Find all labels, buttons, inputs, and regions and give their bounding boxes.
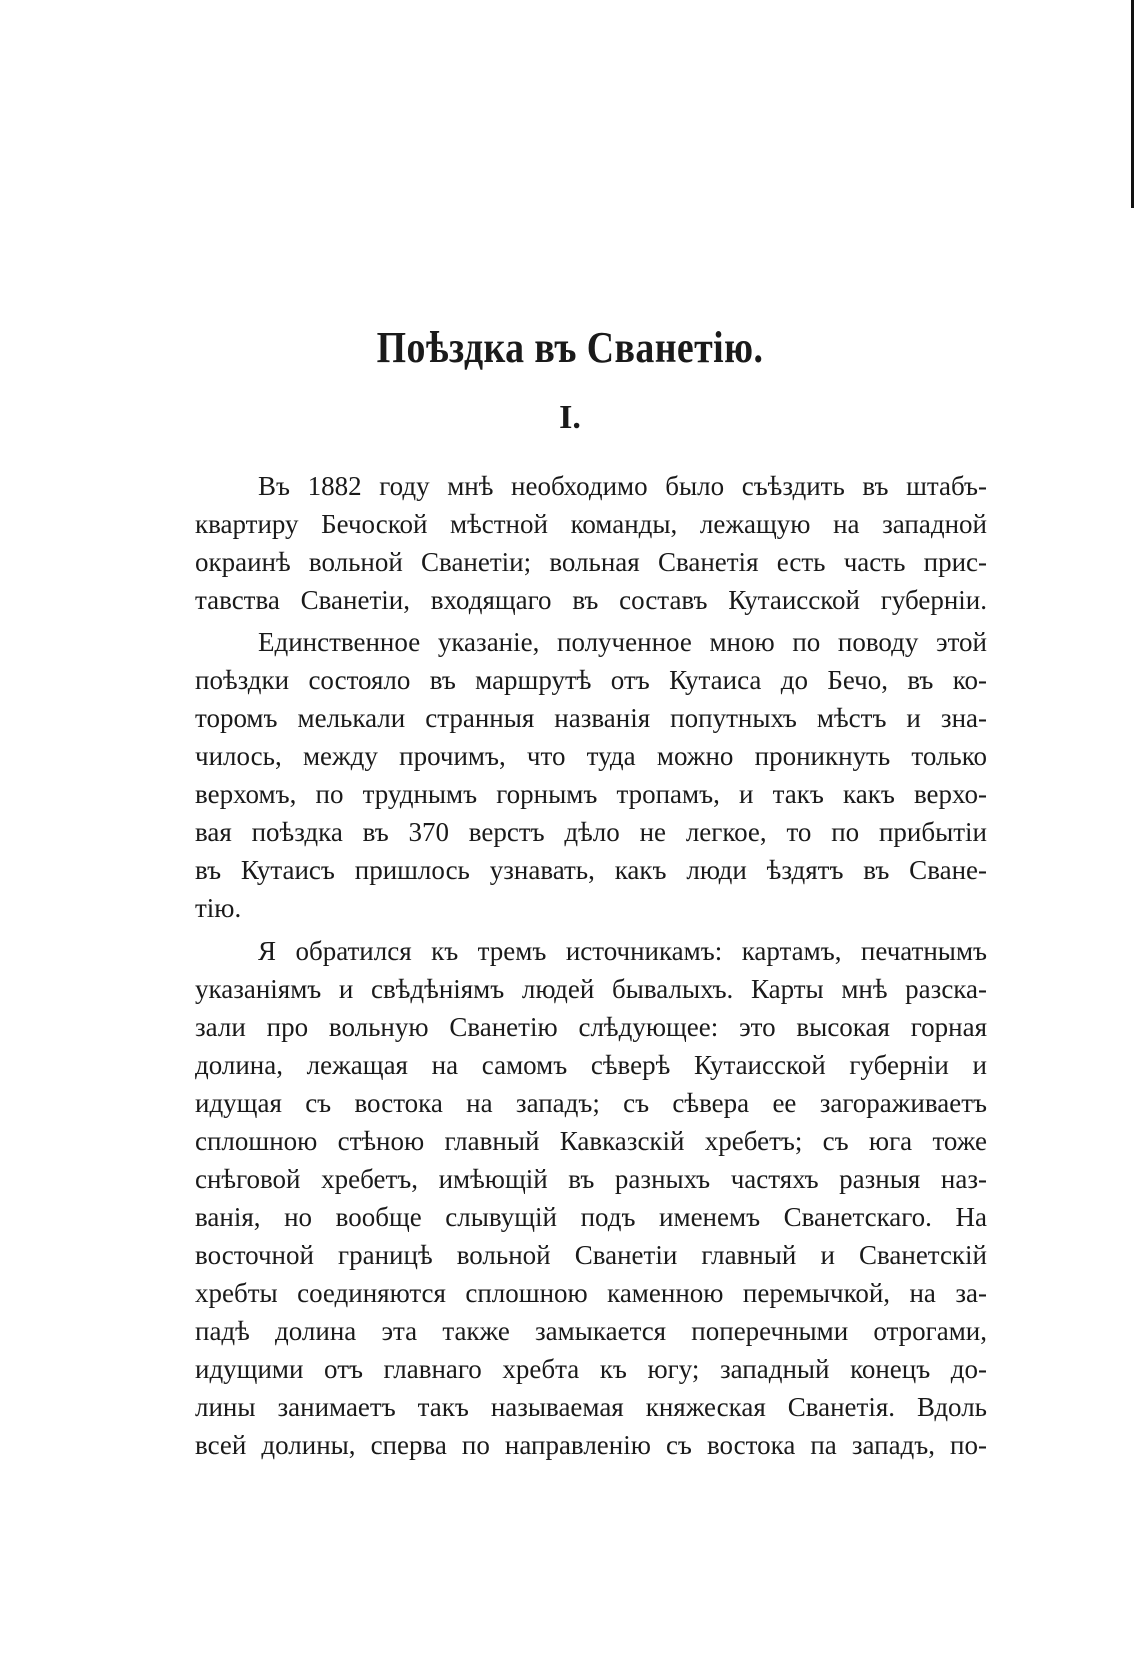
text-line: въ Кутаисъ пришлось узнавать, какъ люди ѣздятъ въ Сване-	[195, 855, 987, 885]
text-line: идущая съ востока на западъ; съ сѣвера ее загораживаетъ	[195, 1088, 987, 1118]
scan-edge-mark	[1131, 0, 1134, 208]
text-line: тію.	[195, 893, 242, 923]
text-line: сплошною стѣною главный Кавказскій хребетъ; съ юга тоже	[195, 1126, 987, 1156]
text-line: идущими отъ главнаго хребта къ югу; западный конецъ до-	[195, 1354, 987, 1384]
text-line: указаніямъ и свѣдѣніямъ людей бывалыхъ. Карты мнѣ разска-	[195, 974, 987, 1004]
text-line: вая поѣздка въ 370 верстъ дѣло не легкое, то по прибытіи	[195, 817, 987, 847]
text-line: Въ 1882 году мнѣ необходимо было съѣздить въ штабъ-	[258, 471, 987, 501]
text-line: верхомъ, по труднымъ горнымъ тропамъ, и такъ какъ верхо-	[195, 779, 987, 809]
text-line: зали про вольную Сванетію слѣдующее: это высокая горная	[195, 1012, 987, 1042]
text-line: ванія, но вообще слывущій подъ именемъ Сванетскаго. На	[195, 1202, 987, 1232]
text-line: хребты соединяются сплошною каменною перемычкой, на за-	[195, 1278, 987, 1308]
chapter-number: I.	[559, 399, 581, 436]
text-line: поѣздки состояло въ маршрутѣ отъ Кутаиса до Бечо, въ ко-	[195, 665, 987, 695]
text-line: падѣ долина эта также замыкается поперечными отрогами,	[195, 1316, 987, 1346]
text-line: всей долины, сперва по направленію съ востока па западъ, по-	[195, 1430, 987, 1460]
text-line: квартиру Бечоской мѣстной команды, лежащую на западной	[195, 509, 987, 539]
page-title: Поѣздка въ Сванетію.	[376, 323, 764, 372]
text-line: долина, лежащая на самомъ сѣверѣ Кутаисской губерніи и	[195, 1050, 987, 1080]
text-line: Я обратился къ тремъ источникамъ: картамъ, печатнымъ	[258, 936, 987, 966]
text-line: снѣговой хребетъ, имѣющій въ разныхъ частяхъ разныя наз-	[195, 1164, 987, 1194]
text-line: чилось, между прочимъ, что туда можно проникнуть только	[195, 741, 987, 771]
text-line: окраинѣ вольной Сванетіи; вольная Сванетія есть часть прис-	[195, 547, 987, 577]
text-line: тавства Сванетіи, входящаго въ составъ Кутаисской губерніи.	[195, 585, 987, 615]
text-line: восточной границѣ вольной Сванетіи главный и Сванетскій	[195, 1240, 987, 1270]
text-line: лины занимаетъ такъ называемая княжеская Сванетія. Вдоль	[195, 1392, 987, 1422]
text-line: Единственное указаніе, полученное мною по поводу этой	[258, 627, 987, 657]
text-line: торомъ мелькали странныя названія попутныхъ мѣстъ и зна-	[195, 703, 987, 733]
